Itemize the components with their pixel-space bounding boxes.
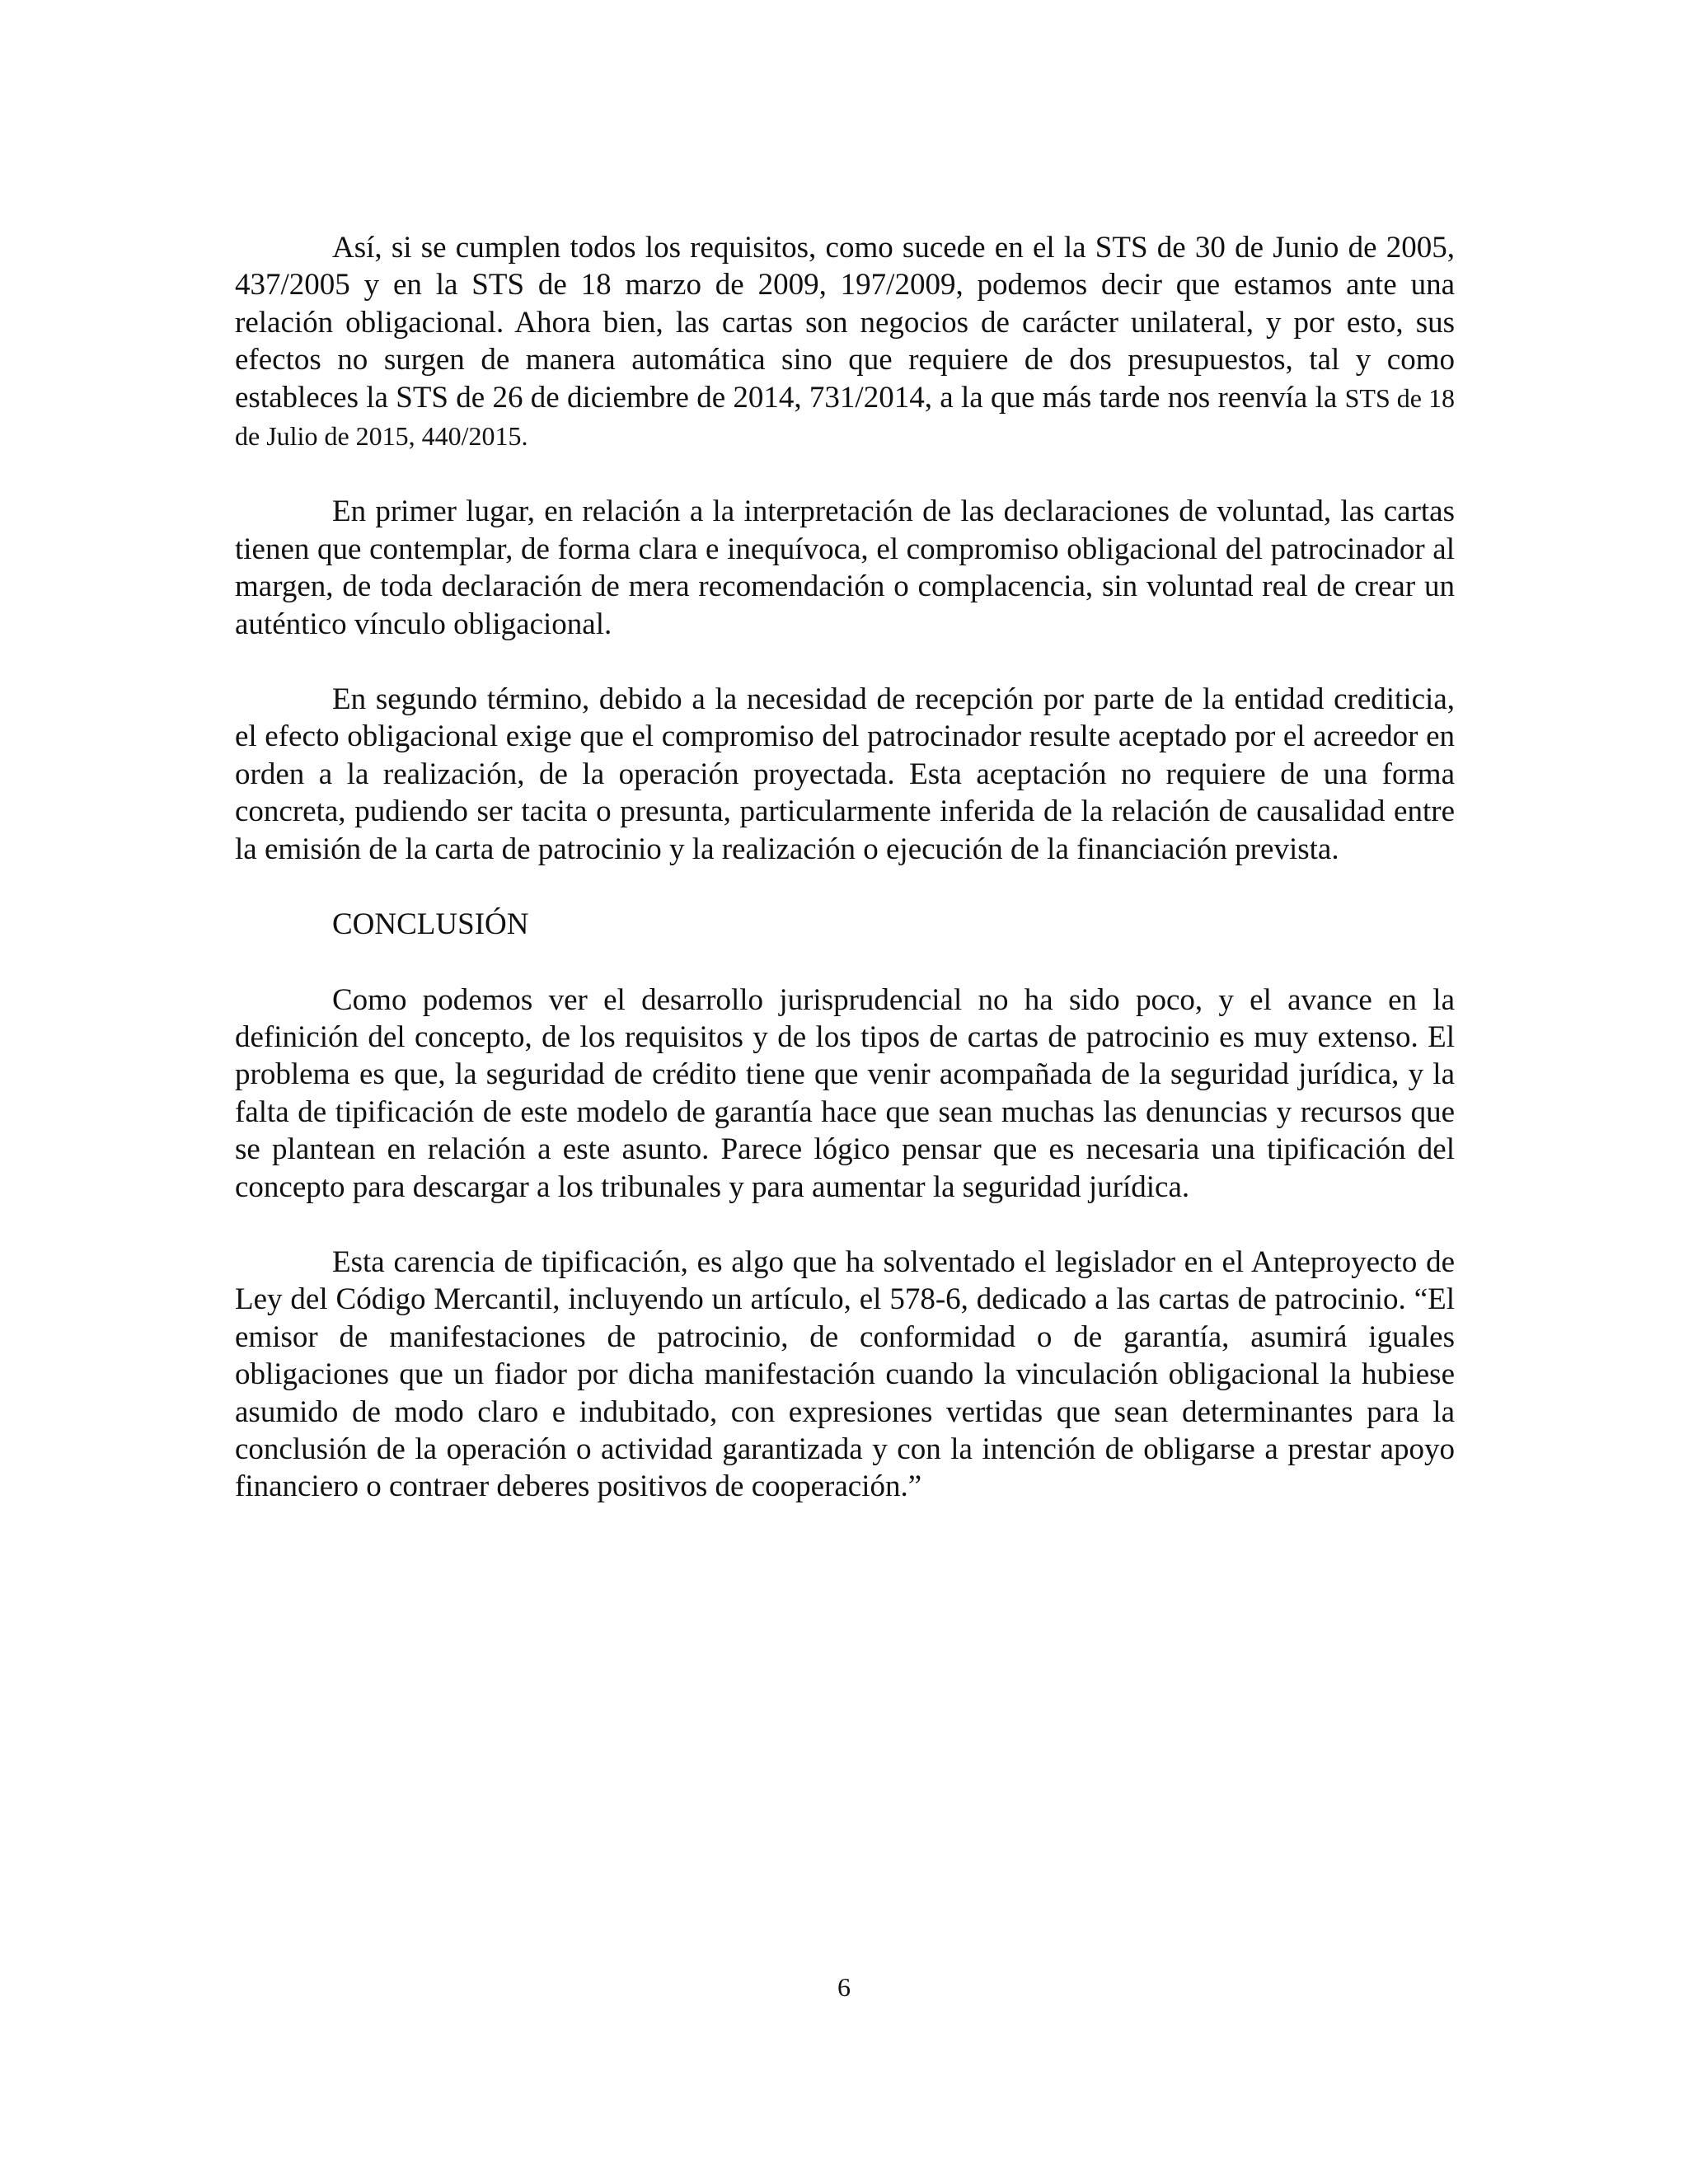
page-number: 6 [837,1972,851,2002]
paragraph-conclusion: Como podemos ver el desarrollo jurisprudencial no ha sido poco, y el avance en la definición del concepto, de los requisitos y de los tipos de cartas de patrocinio es muy extenso. El problema es que, la seguridad de crédito tiene que venir acompañada de la seguridad jurídica, y la falta de tipificación de este modelo de garantía hace que sean muchas las denuncias y recursos que se plantean en relación a este asunto. Parece lógico pensar que es necesaria una tipificación del concepto para descargar a los tribunales y para aumentar la seguridad jurídica. [235,982,1455,1204]
paragraph-text: Así, si se cumplen todos los requisitos, como sucede en el la STS de 30 de Junio de 2005, 437/2005 y en la STS de 18 marzo de 2009, 197/2009, podemos decir que estamos ante una relación obligacional. Ahora bien, las cartas son negocios de carácter unilateral, y por esto, sus efectos no surgen de manera automática sino que requiere de dos presupuestos, tal y como estableces la STS de 26 de diciembre de 2014, 731/2014, a la que más tarde nos reenvía la [235,231,1455,415]
paragraph-primer-lugar: En primer lugar, en relación a la interpretación de las declaraciones de voluntad, las cartas tienen que contemplar, de forma clara e inequívoca, el compromiso obligacional del patrocinador al margen, de toda declaración de mera recomendación o complacencia, sin voluntad real de crear un auténtico vínculo obligacional. [235,494,1455,641]
paragraph-anteproyecto: Esta carencia de tipificación, es algo que ha solventado el legislador en el Anteproyecto de Ley del Código Mercantil, incluyendo un artículo, el 578-6, dedicado a las cartas de patrocinio. “El emisor de manifestaciones de patrocinio, de conformidad o de garantía, asumirá iguales obligaciones que un fiador por dicha manifestación cuando la vinculación obligacional la hubiese asumido de modo claro e indubitado, con expresiones vertidas que sean determinantes para la conclusión de la operación o actividad garantizada y con la intención de obligarse a prestar apoyo financiero o contraer deberes positivos de cooperación.” [235,1244,1455,1504]
paragraph-segundo-termino: En segundo término, debido a la necesidad de recepción por parte de la entidad crediticia, el efecto obligacional exige que el compromiso del patrocinador resulte aceptado por el acreedor en orden a la realización, de la operación proyectada. Esta aceptación no requiere de una forma concreta, pudiendo ser tacita o presunta, particularmente inferida de la relación de causalidad entre la emisión de la carta de patrocinio y la realización o ejecución de la financiación prevista. [235,682,1455,866]
document-body [235,229,1455,1506]
paragraph-tail-citation: STS de 18 de Julio de 2015, 440/2015. [235,382,1456,452]
paragraph-sts-requisitos [235,229,1455,455]
section-heading-conclusion: CONCLUSIÓN [332,907,529,942]
